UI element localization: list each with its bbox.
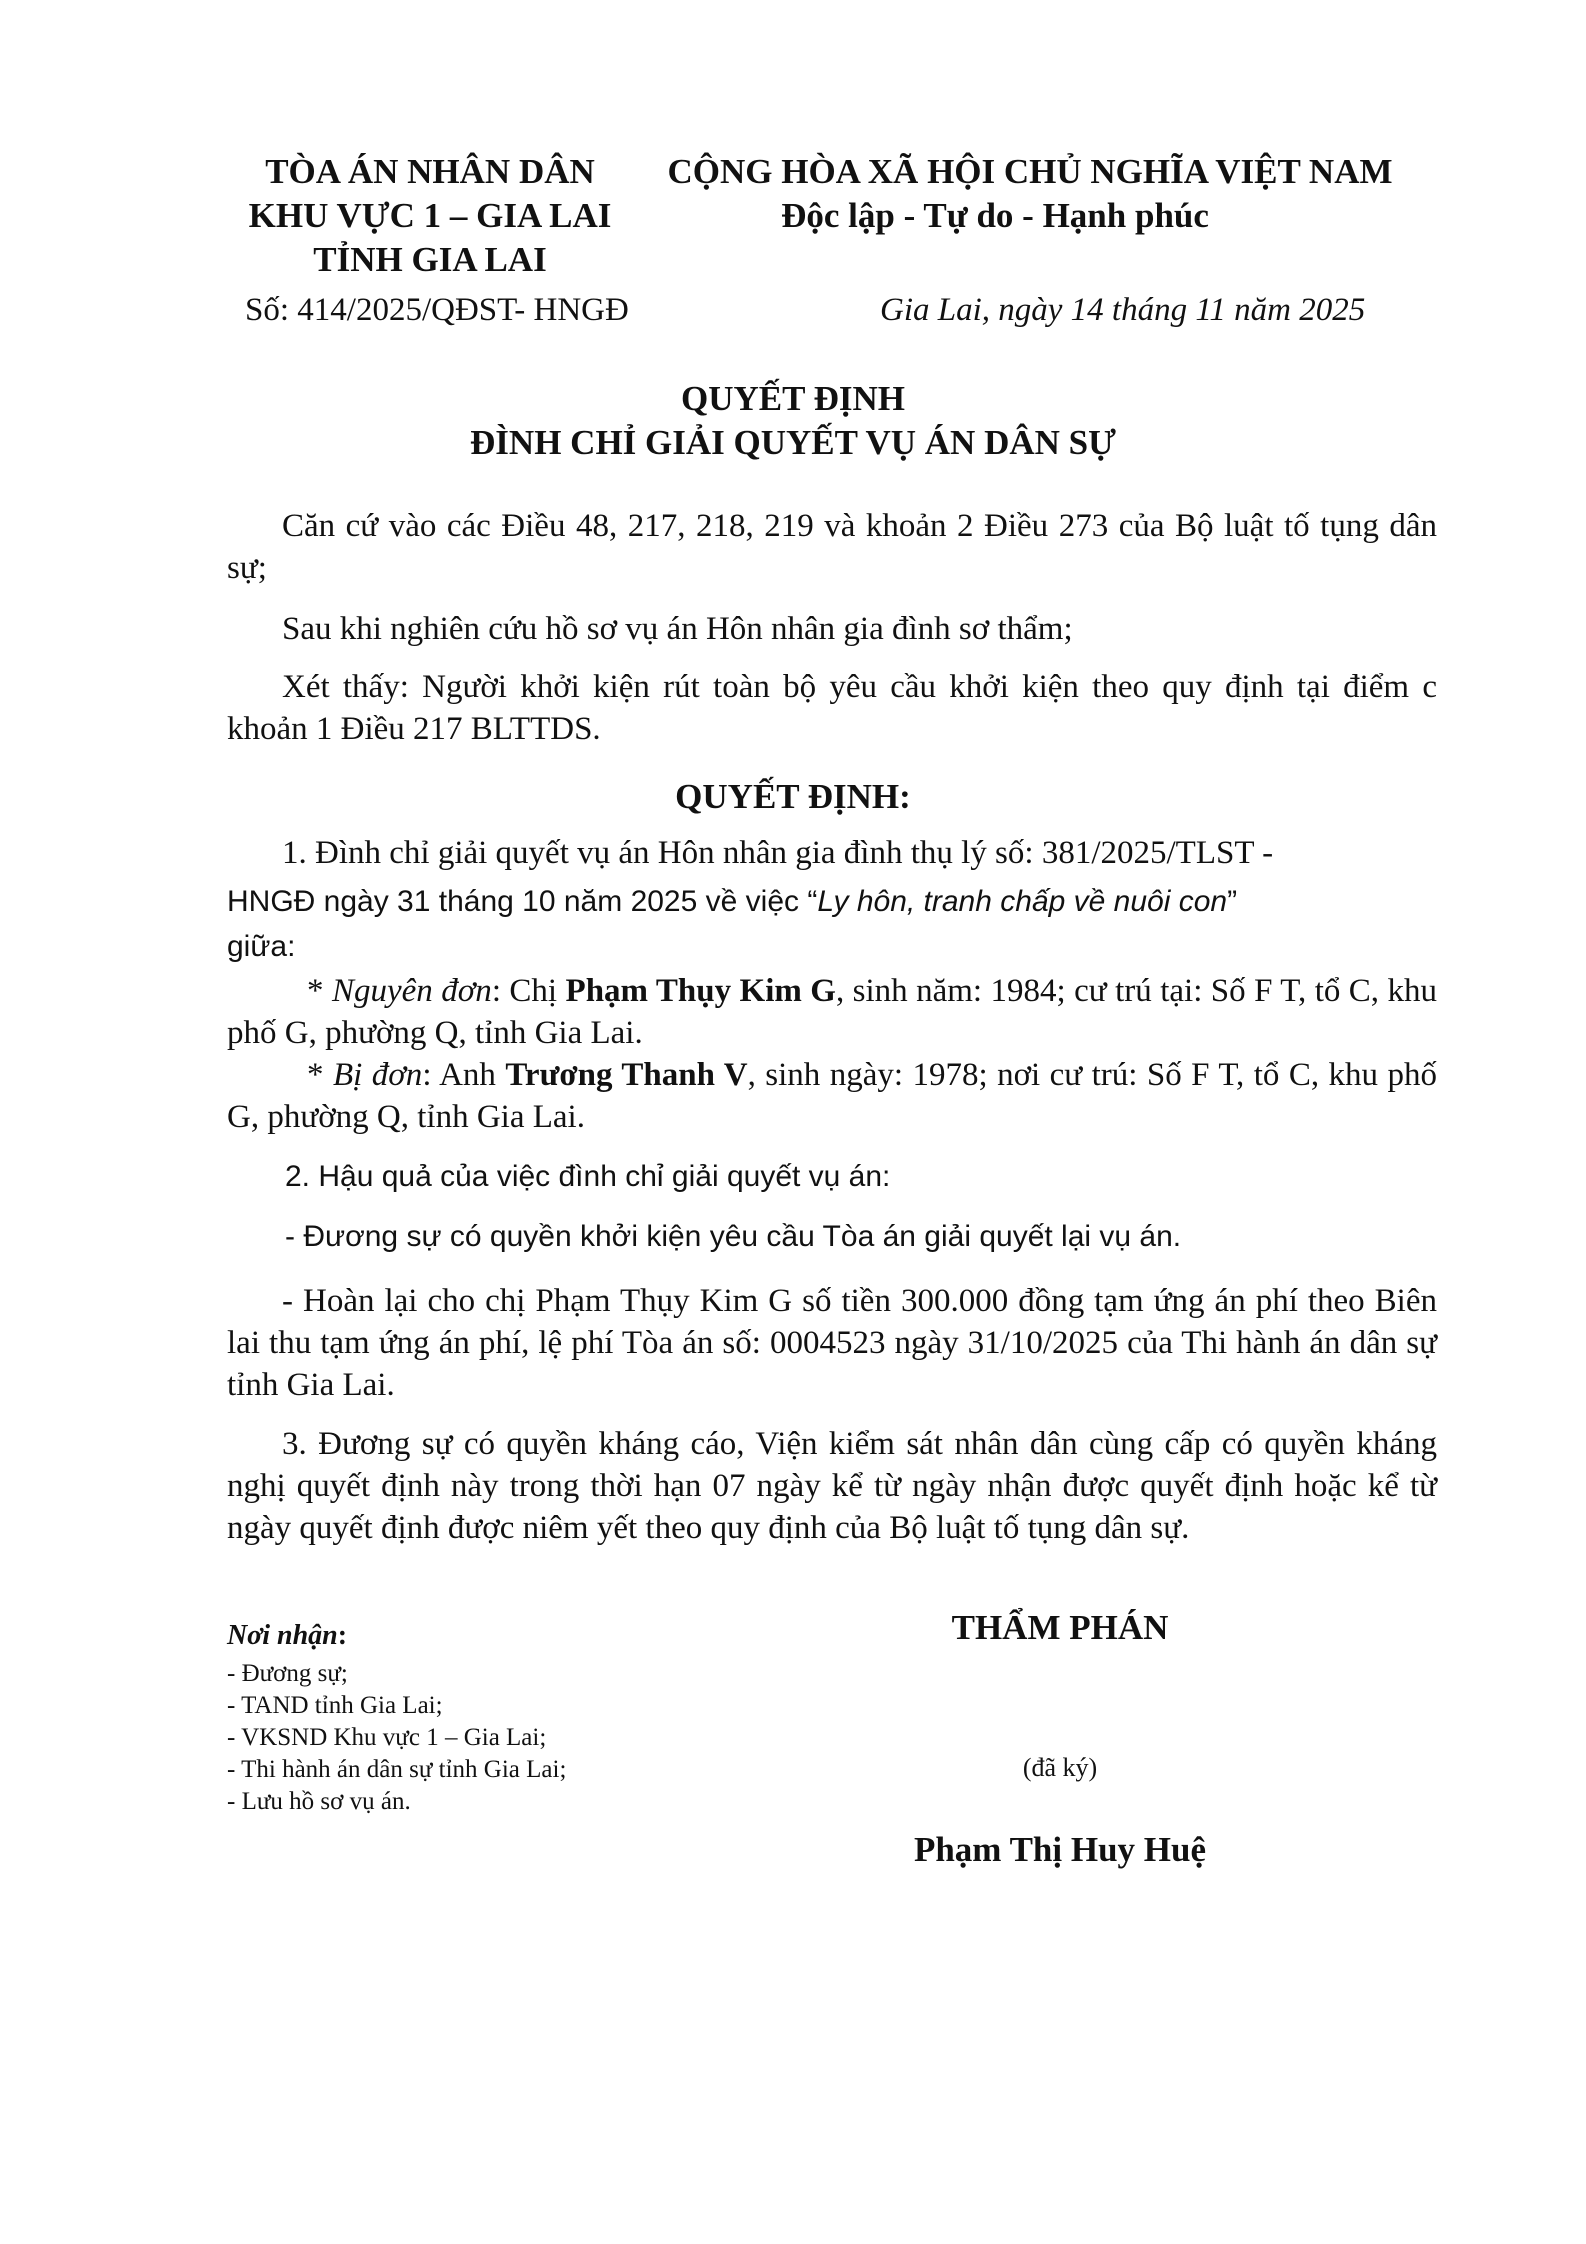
item1-text-b: HNGĐ ngày 31 tháng 10 năm 2025 về việc “ (227, 885, 818, 918)
item3-text: 3. Đương sự có quyền kháng cáo, Viện kiểm sát nhân dân cùng cấp có quyền kháng nghị quyết định này trong thời hạn 07 ngày kể từ ngày nhận được quyết định hoặc kể từ ngày quyết định được niêm yết theo quy định của Bộ luật tố tụng dân sự. (227, 1426, 1437, 1546)
recipients-label: Nơi nhận (227, 1620, 338, 1651)
motto: Độc lập - Tự do - Hạnh phúc (781, 196, 1209, 235)
national-motto-block (640, 150, 1420, 238)
court-line-1: TÒA ÁN NHÂN DÂN (265, 152, 595, 191)
basis-paragraph-1 (227, 505, 1437, 589)
basis-text-1: Căn cứ vào các Điều 48, 217, 218, 219 và khoản 2 Điều 273 của Bộ luật tố tụng dân sự; (227, 508, 1437, 586)
item2-b-text: - Hoàn lại cho chị Phạm Thụy Kim G số tiền 300.000 đồng tạm ứng án phí theo Biên lai thu tạm ứng án phí, lệ phí Tòa án số: 0004523 ngày 31/10/2025 của Thi hành án dân sự tỉnh Gia Lai. (227, 1283, 1437, 1403)
plaintiff-label: Nguyên đơn (331, 973, 492, 1009)
defendant-paragraph (227, 1054, 1437, 1138)
plaintiff-mid: : Chị (491, 973, 566, 1009)
defendant-prefix: * (307, 1057, 333, 1093)
item2-a: - Đương sự có quyền khởi kiện yêu cầu Tòa án giải quyết lại vụ án. (285, 1220, 1182, 1253)
document-title (200, 377, 1386, 465)
title-line-1: QUYẾT ĐỊNH (681, 379, 905, 418)
defendant-mid: : Anh (422, 1057, 506, 1093)
decision-heading: QUYẾT ĐỊNH: (675, 777, 911, 816)
defendant-details: , sinh ngày: 1978; nơi cư trú: Số F T, tổ C, khu phố G, phường Q, tỉnh Gia Lai. (227, 1057, 1437, 1135)
signer-title: THẨM PHÁN (951, 1608, 1169, 1647)
court-line-3: TỈNH GIA LAI (313, 240, 547, 279)
defendant-label: Bị đơn (332, 1057, 423, 1093)
recipient-item: - Lưu hồ sơ vụ án. (227, 1788, 411, 1815)
item1-line-2 (227, 885, 1237, 919)
item2-b-paragraph (227, 1280, 1437, 1406)
title-line-2: ĐÌNH CHỈ GIẢI QUYẾT VỤ ÁN DÂN SỰ (470, 423, 1116, 462)
item1-case-type: Ly hôn, tranh chấp về nuôi con (817, 885, 1228, 918)
item1-text-a: 1. Đình chỉ giải quyết vụ án Hôn nhân gia đình thụ lý số: 381/2025/TLST - (282, 835, 1274, 871)
consider-text: Xét thấy: Người khởi kiện rút toàn bộ yêu cầu khởi kiện theo quy định tại điểm c khoản 1 Điều 217 BLTTDS. (227, 669, 1437, 747)
consider-paragraph (227, 666, 1437, 750)
recipient-item: - TAND tỉnh Gia Lai; (227, 1692, 443, 1719)
recipients-colon: : (337, 1620, 348, 1651)
recipient-item: - VKSND Khu vực 1 – Gia Lai; (227, 1724, 547, 1751)
signer-name: Phạm Thị Huy Huệ (913, 1830, 1207, 1869)
plaintiff-details: , sinh năm: 1984; cư trú tại: Số F T, tổ C, khu phố G, phường Q, tỉnh Gia Lai. (227, 973, 1437, 1051)
item1-text-c: ” (1227, 885, 1238, 918)
signed-note: (đã ký) (1022, 1753, 1098, 1782)
basis-paragraph-2 (227, 608, 1437, 650)
item2-heading: 2. Hậu quả của việc đình chỉ giải quyết vụ án: (285, 1160, 891, 1193)
recipients-block (227, 1618, 827, 1818)
country-name: CỘNG HÒA XÃ HỘI CHỦ NGHĨA VIỆT NAM (667, 152, 1393, 191)
item3-paragraph (227, 1423, 1437, 1549)
document-number: Số: 414/2025/QĐST- HNGĐ (245, 292, 629, 328)
place-date: Gia Lai, ngày 14 tháng 11 năm 2025 (880, 292, 1366, 328)
court-name-block (200, 150, 660, 282)
recipients-label-line (227, 1618, 827, 1654)
basis-text-2: Sau khi nghiên cứu hồ sơ vụ án Hôn nhân gia đình sơ thẩm; (282, 611, 1073, 647)
item1-line-3: giữa: (227, 930, 296, 963)
recipient-item: - Thi hành án dân sự tỉnh Gia Lai; (227, 1756, 567, 1783)
item1-line-1 (282, 835, 1437, 872)
recipient-item: - Đương sự; (227, 1660, 348, 1687)
plaintiff-name: Phạm Thụy Kim G (565, 973, 836, 1009)
court-line-2: KHU VỰC 1 – GIA LAI (248, 196, 612, 235)
defendant-name: Trương Thanh V (505, 1057, 748, 1093)
plaintiff-paragraph (227, 970, 1437, 1054)
plaintiff-prefix: * (307, 973, 332, 1009)
